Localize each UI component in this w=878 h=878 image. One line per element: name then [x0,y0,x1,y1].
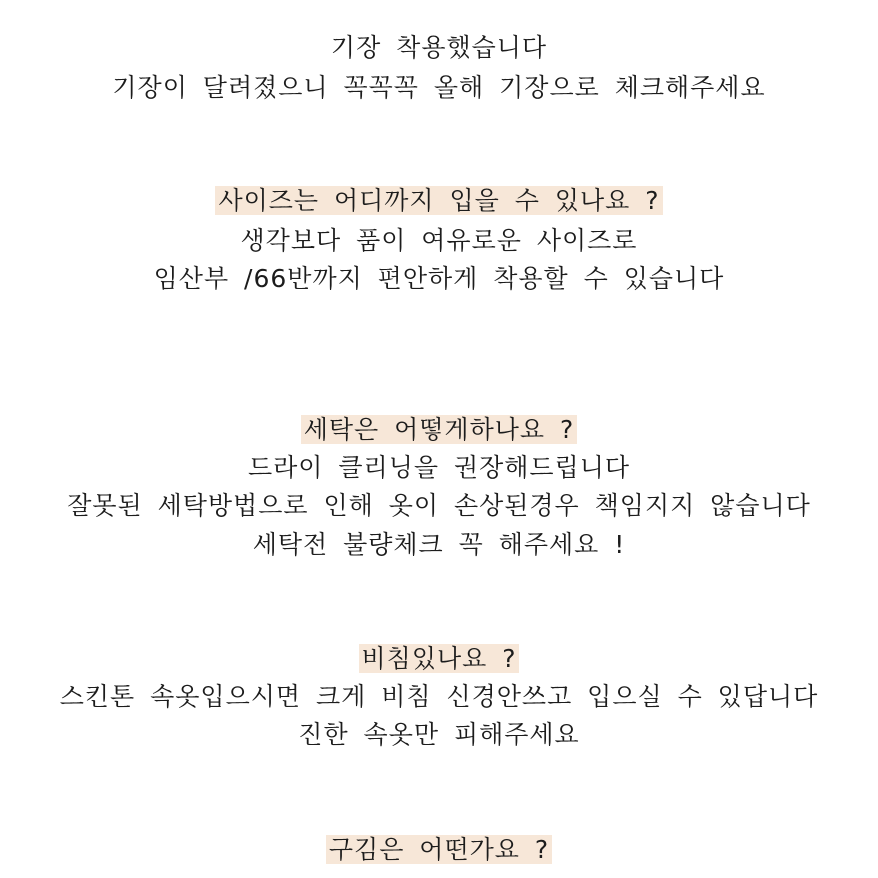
answer-washing-line-3: 세탁전 불량체크 꼭 해주세요 ! [252,530,626,559]
intro-line-1: 기장 착용했습니다 [330,33,548,62]
question-washing-highlight: 세탁은 어떻게하나요 ? [301,415,578,444]
question-wrinkle-highlight: 구김은 어떤가요 ? [326,835,552,864]
question-wrinkle [0,831,878,869]
answer-sheer-line-1: 스킨톤 속옷입으시면 크게 비침 신경안쓰고 입으실 수 있답니다 [59,682,819,711]
question-washing [0,411,878,449]
question-sheer-highlight: 비침있나요 ? [359,644,520,673]
answer-size-line-1: 생각보다 품이 여유로운 사이즈로 [240,226,638,255]
answer-size-line-2: 임산부 /66반까지 편안하게 착용할 수 있습니다 [153,264,725,293]
question-size [0,182,878,220]
answer-sheer-line-2: 진한 속옷만 피해주세요 [298,720,580,749]
answer-washing-line-1: 드라이 클리닝을 권장해드립니다 [248,453,630,482]
question-sheer [0,640,878,678]
intro-line-2: 기장이 달려졌으니 꼭꼭꼭 올해 기장으로 체크해주세요 [112,73,766,102]
question-size-highlight: 사이즈는 어디까지 입을 수 있나요 ? [215,186,662,215]
answer-washing-line-2: 잘못된 세탁방법으로 인해 옷이 손상된경우 책임지지 않습니다 [67,491,811,520]
